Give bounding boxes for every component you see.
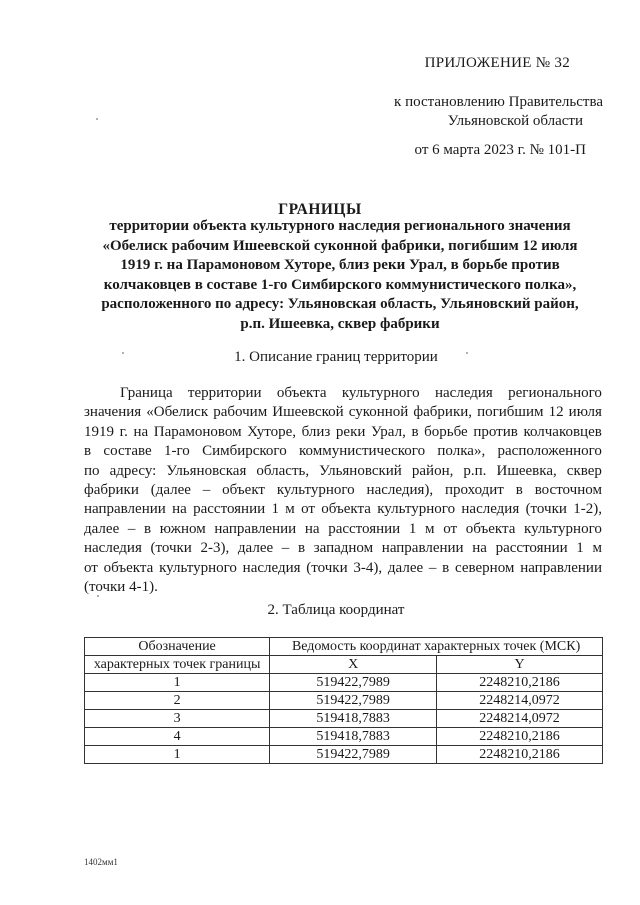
description-word: расстоянии: [193, 501, 266, 518]
description-word: –: [281, 540, 290, 557]
description-word: Граница: [120, 385, 173, 401]
cell-x: 519418,7883: [270, 710, 437, 728]
description-word: наследия: [84, 540, 142, 557]
description-word: Парамоновом: [153, 423, 242, 440]
description-word: наследия: [242, 559, 301, 576]
description-line: [84, 539, 602, 558]
description-word: на: [172, 501, 187, 518]
description-word: (точки: [150, 540, 192, 557]
document-title: ГРАНИЦЫ: [278, 201, 362, 218]
description-word: (точки: [306, 559, 348, 576]
description-word: от: [443, 520, 458, 537]
description-word: колчаковцев: [523, 423, 602, 440]
description-word: рабочим: [213, 404, 268, 421]
description-word: в: [84, 443, 92, 460]
description-word: 1-го: [163, 443, 190, 460]
cell-x: 519422,7989: [270, 674, 437, 692]
table-row: [85, 692, 603, 710]
header-coordinates: Ведомость координат характерных точек (МСК): [270, 638, 603, 656]
description-word: составе: [103, 443, 152, 460]
section-heading-coordinates: 2. Таблица координат: [267, 602, 405, 618]
description-word: южном: [159, 520, 206, 537]
cell-point: 2: [85, 692, 270, 710]
description-word: Хуторе,: [247, 423, 296, 440]
cell-y: 2248214,0972: [437, 710, 603, 728]
description-line: [84, 403, 602, 422]
description-word: Ишеевской: [272, 404, 344, 421]
description-word: в: [515, 482, 523, 499]
description-word: борьбе: [424, 423, 468, 440]
description-word: р.п.: [463, 462, 487, 479]
description-word: от: [301, 501, 315, 518]
description-word: северном: [455, 559, 515, 576]
description-word: объекта: [103, 559, 154, 576]
description-word: на: [472, 540, 487, 557]
description-word: Ульяновский: [319, 462, 402, 479]
scan-speck: [96, 118, 98, 120]
description-word: 1: [408, 520, 417, 537]
description-word: расстоянии: [495, 540, 568, 557]
section-heading-description: 1. Описание границ территории: [234, 349, 438, 365]
description-word: наследия: [434, 385, 493, 401]
cell-y: 2248210,2186: [437, 746, 603, 764]
table-header-row: [85, 638, 603, 656]
description-word: фабрики,: [413, 404, 473, 421]
description-word: м: [592, 540, 602, 557]
description-word: фабрики: [84, 482, 139, 499]
description-word: направлении: [381, 540, 464, 557]
boundary-description-paragraph: [84, 384, 602, 597]
description-word: (далее: [150, 482, 191, 499]
description-word: в: [144, 520, 152, 537]
description-word: в: [442, 559, 450, 576]
decree-reference-line-1: к постановлению Правительства: [394, 94, 603, 110]
table-row: [85, 728, 603, 746]
decree-reference-line-2: Ульяновской области: [447, 113, 583, 129]
description-line: [84, 442, 602, 461]
description-word: западном: [313, 540, 374, 557]
description-word: далее: [84, 520, 120, 537]
description-line: [84, 578, 602, 597]
description-word: «Обелиск: [146, 404, 209, 421]
description-line: [84, 500, 602, 519]
description-word: от: [84, 559, 98, 576]
description-word: 2-3),: [200, 540, 230, 557]
description-word: расстоянии: [328, 520, 401, 537]
scan-speck: [97, 595, 99, 597]
description-word: Ишеевка,: [496, 462, 557, 479]
description-word: объекта: [321, 501, 371, 518]
cell-point: 1: [85, 746, 270, 764]
description-word: адресу:: [109, 462, 157, 479]
decree-date-number: от 6 марта 2023 г. № 101-П: [414, 142, 586, 158]
description-word: (точки: [525, 501, 567, 518]
description-word: 1: [271, 501, 279, 518]
description-word: коммунистического: [299, 443, 426, 460]
description-word: Симбирского: [202, 443, 287, 460]
description-word: 3-4),: [353, 559, 383, 576]
description-word: восточном: [534, 482, 602, 499]
description-word: объекта: [276, 385, 327, 401]
description-word: расположенного: [497, 443, 602, 460]
description-word: культурного: [341, 385, 420, 401]
description-word: область,: [256, 462, 310, 479]
description-word: 12: [548, 404, 564, 421]
description-word: наследия: [461, 501, 520, 518]
description-word: суконной: [348, 404, 409, 421]
description-word: направлении: [520, 559, 602, 576]
description-word: 1919: [84, 423, 114, 440]
appendix-number: ПРИЛОЖЕНИЕ № 32: [424, 55, 570, 71]
description-line: [84, 423, 602, 442]
description-word: Урал,: [371, 423, 406, 440]
cell-point: 3: [85, 710, 270, 728]
description-line: [84, 384, 602, 403]
table-row: [85, 674, 603, 692]
description-word: –: [202, 482, 211, 499]
description-line: [84, 462, 602, 481]
scan-speck: [122, 352, 124, 354]
cell-point: 4: [85, 728, 270, 746]
description-word: направлении: [84, 501, 166, 518]
subtitle-line: р.п. Ишеевка, сквер фабрики: [240, 315, 440, 332]
subtitle-line: «Обелиск рабочим Ишеевской суконной фабрики, погибшим 12 июля: [102, 237, 578, 254]
description-word: близ: [301, 423, 331, 440]
subtitle-line: территории объекта культурного наследия регионального значения: [109, 218, 571, 234]
description-word: наследия),: [366, 482, 434, 499]
document-code: 1402мм1: [84, 857, 118, 867]
description-word: полка»,: [437, 443, 486, 460]
description-word: далее: [237, 540, 274, 557]
header-designation-cont: характерных точек границы: [85, 656, 270, 674]
description-word: объекта: [465, 520, 516, 537]
table-row: [85, 746, 603, 764]
description-word: значения: [84, 404, 142, 421]
scan-speck: [466, 352, 468, 354]
description-word: на: [304, 520, 320, 537]
description-word: в: [411, 423, 419, 440]
cell-x: 519418,7883: [270, 728, 437, 746]
description-word: против: [473, 423, 518, 440]
description-line: [84, 481, 602, 500]
table-header-row: [85, 656, 603, 674]
description-word: по: [84, 462, 100, 479]
description-word: –: [428, 559, 437, 576]
description-word: 1: [576, 540, 584, 557]
cell-y: 2248214,0972: [437, 692, 603, 710]
cell-x: 519422,7989: [270, 692, 437, 710]
description-word: м: [285, 501, 295, 518]
header-x: X: [270, 656, 437, 674]
description-word: далее: [387, 559, 424, 576]
description-word: культурного: [276, 482, 355, 499]
table-row: [85, 710, 603, 728]
subtitle-line: расположенного по адресу: Ульяновская область, Ульяновский район,: [101, 296, 579, 313]
description-word: в: [297, 540, 306, 557]
document-subtitle: [60, 217, 620, 335]
description-word: 1-2),: [573, 501, 602, 518]
description-word: район,: [411, 462, 454, 479]
description-word: г.: [119, 423, 128, 440]
description-word: реки: [335, 423, 366, 440]
description-line: [84, 520, 602, 539]
description-word: культурного: [524, 520, 602, 537]
description-word: проходит: [445, 482, 504, 499]
description-word: направлении: [214, 520, 297, 537]
description-word: регионального: [508, 385, 602, 401]
description-word: на: [133, 423, 149, 440]
description-word: сквер: [566, 462, 602, 479]
description-word: объект: [222, 482, 265, 499]
header-designation: Обозначение: [85, 638, 270, 656]
description-word: июля: [568, 404, 602, 421]
cell-y: 2248210,2186: [437, 674, 603, 692]
cell-y: 2248210,2186: [437, 728, 603, 746]
cell-point: 1: [85, 674, 270, 692]
description-word: –: [127, 520, 136, 537]
description-word: м: [425, 520, 435, 537]
description-word: культурного: [377, 501, 456, 518]
coordinates-table: [84, 637, 603, 764]
description-line: [84, 559, 602, 578]
description-word: (точки 4-1).: [84, 579, 158, 596]
description-word: Ульяновская: [166, 462, 247, 479]
description-word: культурного: [159, 559, 237, 576]
description-word: территории: [187, 385, 262, 401]
subtitle-line: колчаковцев в составе 1-го Симбирского коммунистического полка»,: [103, 276, 577, 293]
header-y: Y: [437, 656, 603, 674]
cell-x: 519422,7989: [270, 746, 437, 764]
description-word: погибшим: [477, 404, 544, 421]
subtitle-line: 1919 г. на Парамоновом Хуторе, близ реки Урал, в борьбе против: [120, 257, 560, 274]
